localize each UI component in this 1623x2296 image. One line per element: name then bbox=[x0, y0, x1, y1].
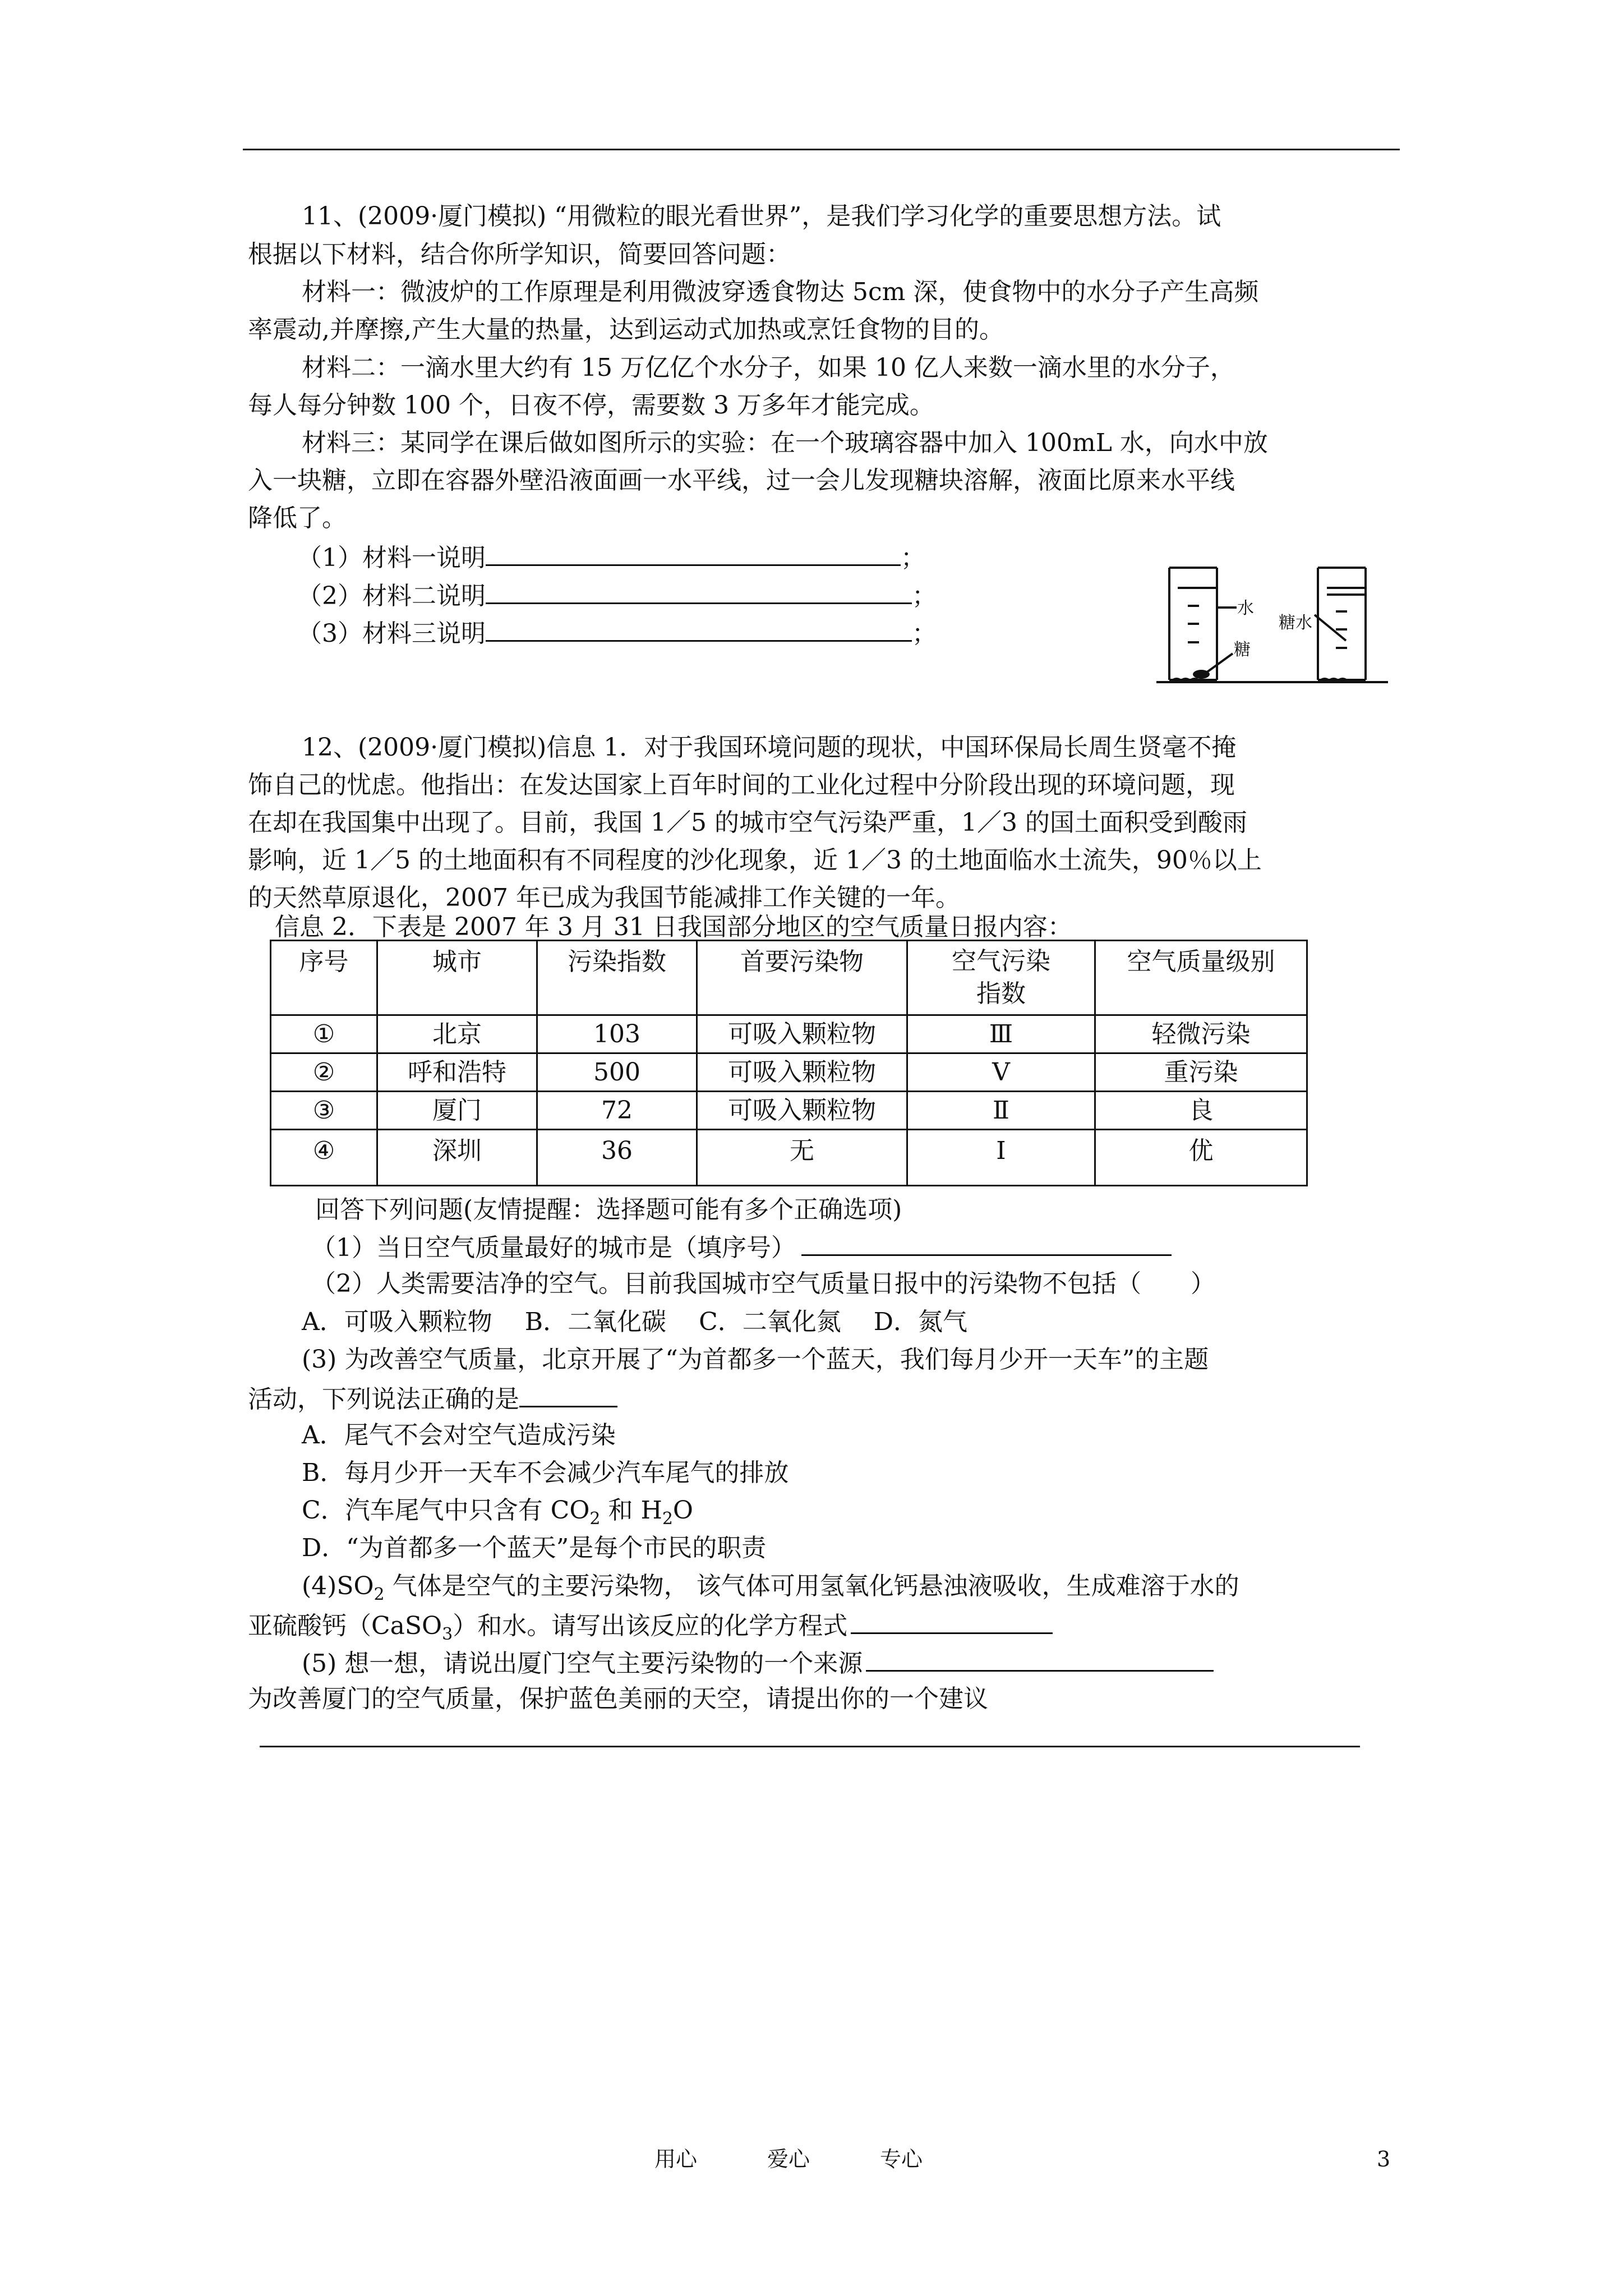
cell: 72 bbox=[537, 1092, 697, 1130]
q4-text-2: 气体是空气的主要污染物， 该气体可用氢氧化钙悬浊液吸收，生成难溶于水的 bbox=[384, 1572, 1239, 1600]
cell: 可吸入颗粒物 bbox=[697, 1053, 907, 1092]
footer-motto-2: 爱心 bbox=[767, 2147, 810, 2171]
cell: 轻微污染 bbox=[1095, 1015, 1307, 1053]
instruction-line: 回答下列问题(友情提醒：选择题可能有多个正确选项) bbox=[315, 1195, 902, 1224]
q11-line-2: 根据以下材料，结合你所学知识，简要回答问题： bbox=[248, 240, 791, 269]
cell: 可吸入颗粒物 bbox=[697, 1092, 907, 1130]
sub-question-3-text: 活动，下列说法正确的是 bbox=[248, 1385, 519, 1414]
answer-3-blank[interactable] bbox=[486, 615, 912, 642]
table-row bbox=[271, 1130, 1307, 1186]
cell: 103 bbox=[537, 1015, 697, 1053]
cell: 深圳 bbox=[377, 1130, 537, 1186]
table-header-row bbox=[271, 941, 1307, 1015]
info-2-line: 信息 2．下表是 2007 年 3 月 31 日我国部分地区的空气质量日报内容： bbox=[275, 913, 1072, 941]
suggestion-answer-line[interactable] bbox=[260, 1746, 1360, 1747]
q12-line-1: 12、(2009·厦门模拟)信息 1．对于我国环境问题的现状，中国环保局长周生贤毫不掩 bbox=[302, 733, 1237, 762]
header-no: 序号 bbox=[271, 941, 377, 1015]
option-c-text-2: 和 H bbox=[600, 1496, 662, 1525]
sub-question-3-blank[interactable] bbox=[519, 1381, 617, 1407]
answer-3-row bbox=[297, 615, 937, 650]
option-c-subscript-2: 2 bbox=[662, 1508, 673, 1529]
header-quality-level: 空气质量级别 bbox=[1095, 941, 1307, 1015]
header-api-line-1: 空气污染 bbox=[952, 947, 1050, 976]
sub-question-2-options: A．可吸入颗粒物 B．二氧化碳 C．二氧化氮 D．氮气 bbox=[302, 1308, 968, 1336]
header-api bbox=[907, 941, 1095, 1015]
q4-subscript: 2 bbox=[374, 1584, 385, 1604]
sub-question-3-option-a: A．尾气不会对空气造成污染 bbox=[302, 1421, 616, 1450]
footer-motto-1: 用心 bbox=[654, 2147, 698, 2171]
cell: ④ bbox=[271, 1130, 377, 1186]
table-row bbox=[271, 1092, 1307, 1130]
cell: Ⅱ bbox=[907, 1092, 1095, 1130]
material-2-line-2: 每人每分钟数 100 个，日夜不停，需要数 3 万多年才能完成。 bbox=[248, 391, 934, 420]
cell: 500 bbox=[537, 1053, 697, 1092]
material-1-line-1: 材料一：微波炉的工作原理是利用微波穿透食物达 5cm 深，使食物中的水分子产生高频 bbox=[302, 278, 1259, 306]
cell: 呼和浩特 bbox=[377, 1053, 537, 1092]
header-city: 城市 bbox=[377, 941, 537, 1015]
q11-line-1: 11、(2009·厦门模拟) “用微粒的眼光看世界”，是我们学习化学的重要思想方法。试 bbox=[302, 202, 1221, 231]
answer-1-row bbox=[297, 540, 925, 574]
sub-question-5-line-1 bbox=[302, 1645, 1214, 1680]
sub-question-2: （2）人类需要洁净的空气。目前我国城市空气质量日报中的污染物不包括（ ） bbox=[311, 1269, 1215, 1298]
equation-blank[interactable] bbox=[851, 1608, 1053, 1634]
cell: Ⅰ bbox=[907, 1130, 1095, 1186]
cell: 无 bbox=[697, 1130, 907, 1186]
label-sugar: 糖 bbox=[1234, 640, 1251, 660]
material-3-line-3: 降低了。 bbox=[248, 504, 347, 532]
cell: 重污染 bbox=[1095, 1053, 1307, 1092]
header-rule bbox=[243, 149, 1400, 150]
answer-1-blank[interactable] bbox=[486, 540, 901, 566]
q12-line-4: 影响，近 1／5 的土地面积有不同程度的沙化现象，近 1／3 的土地面临水土流失，90％以上 bbox=[248, 846, 1262, 875]
answer-2-label: （2）材料二说明 bbox=[297, 582, 486, 610]
q4-line2-text-2: ）和水。请写出该反应的化学方程式 bbox=[453, 1612, 848, 1640]
cell: 厦门 bbox=[377, 1092, 537, 1130]
material-3-line-2: 入一块糖，立即在容器外壁沿液面画一水平线，过一会儿发现糖块溶解，液面比原来水平线 bbox=[248, 466, 1235, 495]
material-1-line-2: 率震动,并摩擦,产生大量的热量，达到运动式加热或烹饪食物的目的。 bbox=[248, 315, 1004, 344]
answer-2-semicolon: ； bbox=[912, 582, 937, 610]
q12-line-3: 在却在我国集中出现了。目前，我国 1／5 的城市空气污染严重，1／3 的国土面积受到酸雨 bbox=[248, 808, 1247, 837]
answer-1-label: （1）材料一说明 bbox=[297, 544, 486, 572]
cell: 良 bbox=[1095, 1092, 1307, 1130]
sub-question-1 bbox=[311, 1230, 1172, 1264]
material-3-line-1: 材料三：某同学在课后做如图所示的实验：在一个玻璃容器中加入 100mL 水，向水中放 bbox=[302, 429, 1268, 457]
option-c-text-3: O bbox=[672, 1496, 693, 1525]
label-sugar-water: 糖水 bbox=[1279, 613, 1312, 633]
sub-question-5-line-2: 为改善厦门的空气质量，保护蓝色美丽的天空，请提出你的一个建议 bbox=[248, 1685, 988, 1713]
answer-2-blank[interactable] bbox=[486, 578, 912, 604]
material-2-line-1: 材料二：一滴水里大约有 15 万亿亿个水分子，如果 10 亿人来数一滴水里的水分子， bbox=[302, 353, 1235, 382]
q5-text: (5) 想一想，请说出厦门空气主要污染物的一个来源 bbox=[302, 1649, 863, 1678]
sub-question-1-text: （1）当日空气质量最好的城市是（填序号） bbox=[311, 1234, 796, 1262]
sub-question-3-option-c bbox=[302, 1494, 693, 1527]
sugar-experiment-figure bbox=[1155, 555, 1391, 690]
sub-question-4-line-1 bbox=[302, 1570, 1239, 1603]
sub-question-3-line-1: (3) 为改善空气质量，北京开展了“为首都多一个蓝天，我们每月少开一天车”的主题 bbox=[302, 1345, 1209, 1374]
q12-line-5: 的天然草原退化，2007 年已成为我国节能减排工作关键的一年。 bbox=[248, 884, 960, 912]
header-api-line-2: 指数 bbox=[976, 979, 1026, 1008]
q4-line2-subscript: 3 bbox=[442, 1624, 453, 1644]
cell: 北京 bbox=[377, 1015, 537, 1053]
answer-2-row bbox=[297, 578, 937, 613]
cell: ③ bbox=[271, 1092, 377, 1130]
page-number: 3 bbox=[1377, 2147, 1391, 2171]
header-primary-pollutant: 首要污染物 bbox=[697, 941, 907, 1015]
table-row bbox=[271, 1053, 1307, 1092]
cell: ① bbox=[271, 1015, 377, 1053]
q4-text-1: (4)SO bbox=[302, 1572, 374, 1600]
sub-question-3-line-2 bbox=[248, 1381, 617, 1416]
option-c-text-1: C．汽车尾气中只含有 CO bbox=[302, 1496, 590, 1525]
cell: Ⅴ bbox=[907, 1053, 1095, 1092]
cell: 可吸入颗粒物 bbox=[697, 1015, 907, 1053]
sub-question-1-blank[interactable] bbox=[801, 1230, 1172, 1256]
footer-motto-3: 专心 bbox=[880, 2147, 923, 2171]
answer-3-semicolon: ； bbox=[912, 619, 937, 648]
air-quality-table bbox=[270, 940, 1308, 1186]
sub-question-4-line-2 bbox=[248, 1608, 1053, 1642]
header-pollution-index: 污染指数 bbox=[537, 941, 697, 1015]
sub-question-3-option-b: B．每月少开一天车不会减少汽车尾气的排放 bbox=[302, 1458, 789, 1487]
cell: 36 bbox=[537, 1130, 697, 1186]
cell: 优 bbox=[1095, 1130, 1307, 1186]
q12-line-2: 饰自己的忧虑。他指出：在发达国家上百年时间的工业化过程中分阶段出现的环境问题，现 bbox=[248, 771, 1235, 799]
q4-line2-text-1: 亚硫酸钙（CaSO bbox=[248, 1612, 442, 1640]
answer-3-label: （3）材料三说明 bbox=[297, 619, 486, 648]
label-water: 水 bbox=[1237, 599, 1254, 618]
option-c-subscript-1: 2 bbox=[589, 1508, 601, 1529]
cell: Ⅲ bbox=[907, 1015, 1095, 1053]
cell: ② bbox=[271, 1053, 377, 1092]
pollution-source-blank[interactable] bbox=[866, 1645, 1214, 1672]
answer-1-semicolon: ； bbox=[901, 544, 925, 572]
table-row bbox=[271, 1015, 1307, 1053]
sub-question-3-option-d: D．“为首都多一个蓝天”是每个市民的职责 bbox=[302, 1534, 767, 1562]
